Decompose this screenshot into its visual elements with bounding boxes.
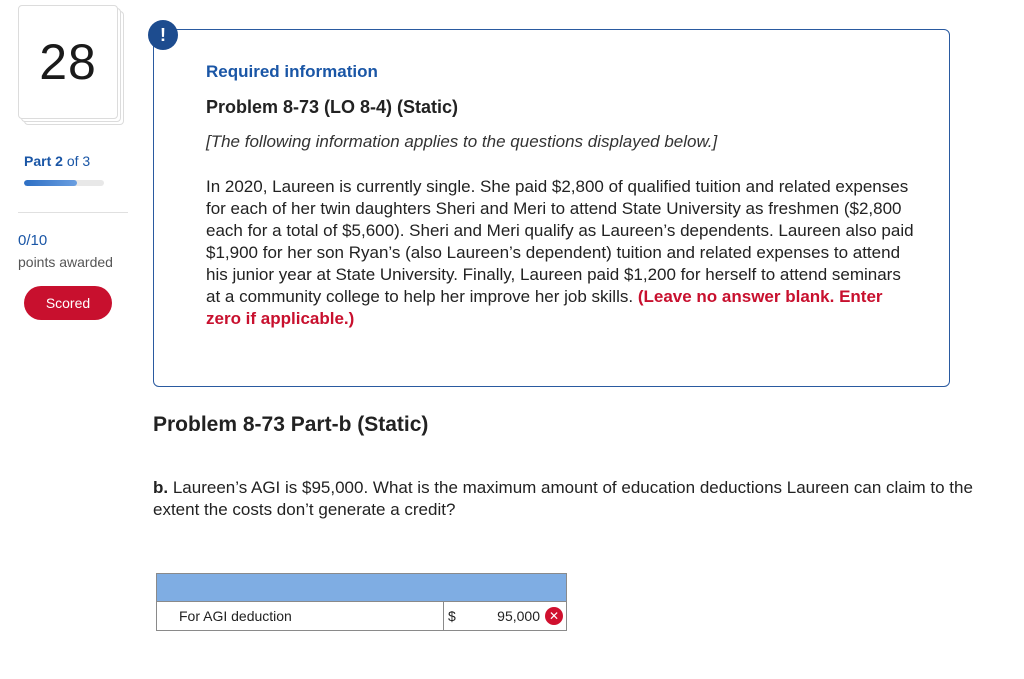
answer-table	[156, 573, 567, 631]
score-value: 0/10	[18, 232, 48, 249]
card-front	[18, 5, 118, 119]
currency-symbol: $	[448, 608, 456, 624]
problem-title: Problem 8-73 (LO 8-4) (Static)	[206, 97, 459, 117]
problem-body	[206, 176, 916, 330]
part-b-title: Problem 8-73 Part-b (Static)	[153, 413, 429, 436]
part-b-question	[153, 477, 993, 521]
part-prefix: Part	[24, 153, 52, 169]
row-label: For AGI deduction	[179, 608, 292, 624]
problem-subtitle: [The following information applies to the questions displayed below.]	[206, 132, 718, 151]
question-number: 28	[39, 34, 97, 90]
alert-icon: !	[148, 20, 178, 50]
answer-table-header	[157, 574, 566, 602]
answer-cell	[443, 602, 567, 630]
part-current: 2	[55, 153, 63, 169]
question-label: b.	[153, 478, 169, 497]
part-progress-fill	[24, 180, 77, 186]
question-number-card	[18, 5, 124, 125]
required-information-title: Required information	[206, 62, 378, 81]
for-agi-deduction-input[interactable]	[466, 605, 542, 627]
part-progress-bar	[24, 180, 104, 186]
instruction-text: (Leave no answer blank. Enter zero if applicable.)	[206, 287, 883, 328]
table-row	[157, 602, 566, 630]
scored-badge: Scored	[24, 286, 112, 320]
sidebar-divider	[18, 212, 128, 213]
question-text: Laureen’s AGI is $95,000. What is the maximum amount of education deductions Laureen can claim to the extent the costs don’t generate a credit?	[153, 478, 973, 519]
part-total: of 3	[66, 153, 91, 169]
part-indicator	[24, 153, 90, 169]
problem-body-text: In 2020, Laureen is currently single. She paid $2,800 of qualified tuition and related expenses for each of her twin daughters Sheri and Meri to attend State University as freshmen ($2,800 each for a total of $5,600). Sheri and Meri qualify as Laureen’s dependents. Laureen also paid $1,900 for her son Ryan’s (also Laureen’s dependent) tuition and related expenses to attend his junior year at State University. Finally, Laureen paid $1,200 for herself to attend seminars at a community college to help her improve her job skills.	[206, 177, 914, 306]
incorrect-x-icon: ✕	[545, 607, 563, 625]
required-information-panel	[153, 29, 950, 387]
points-awarded-label: points awarded	[18, 254, 113, 270]
